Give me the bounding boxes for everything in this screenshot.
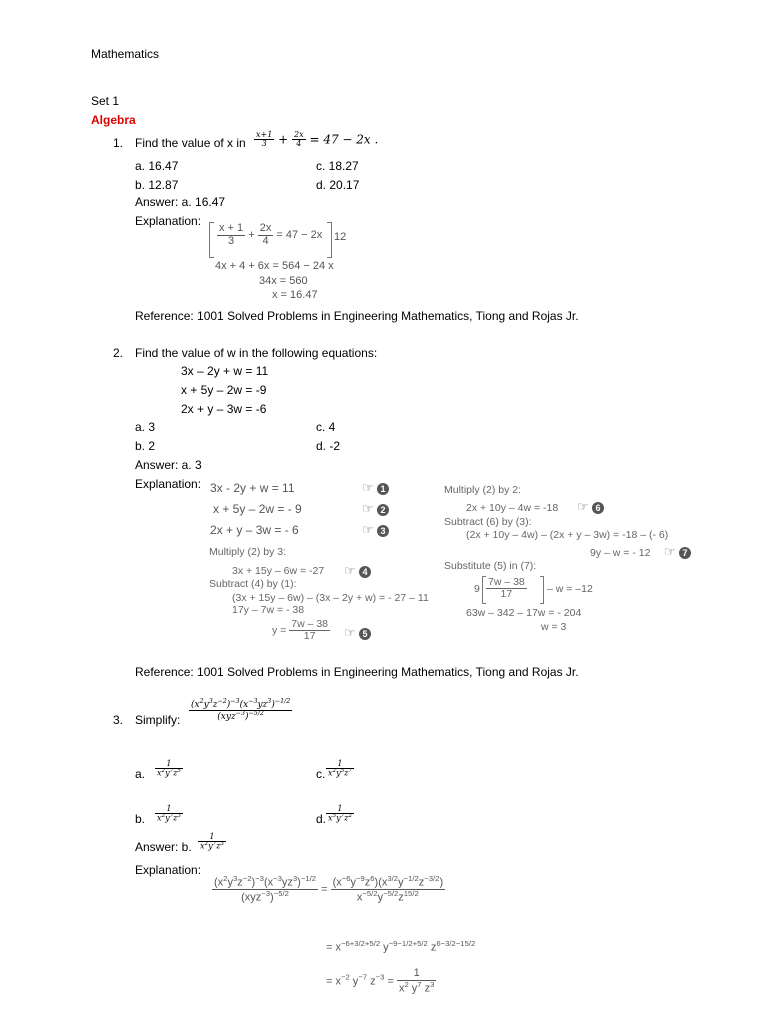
work-step-label: Substitute (5) in (7):: [444, 560, 537, 572]
work-multiplier: 12: [334, 231, 347, 243]
system-equation: 2x + y – 3w = -6: [181, 402, 267, 416]
left-bracket: [209, 222, 214, 258]
answer-fraction: $\frac{1}{x^2y^7z^3}$: [200, 832, 224, 852]
choice-d: d. 20.17: [316, 178, 360, 192]
work-equation: y = $\frac{7w - 38}{17}$: [272, 618, 329, 643]
choice-d-fraction: $\frac{1}{x^5y^7z^2}$: [328, 804, 352, 824]
reference: Reference: 1001 Solved Problems in Engineering Mathematics, Tiong and Rojas Jr.: [135, 665, 579, 679]
work-step-label: Subtract (6) by (3):: [444, 516, 532, 528]
pointing-hand-icon: ☞ 6: [577, 500, 604, 514]
problem-number: 3.: [113, 713, 124, 727]
work-equation: 17y – 7w = - 38: [232, 604, 305, 616]
work-line: 4x + 4 + 6x = 564 − 24 x: [215, 260, 334, 272]
work-step-label: Subtract (4) by (1):: [209, 578, 297, 590]
problem-equation: $\frac{(x^2y^3z^{-2})^{-3}(x^{-3}yz^3)^{-1/2}}{(xyz^{-3})^{-5/2}}$: [191, 698, 291, 723]
work-equation: 9y – w = - 12: [590, 547, 651, 559]
explanation-label: Explanation:: [135, 863, 202, 877]
work-equation: 2x + y – 3w = - 6: [210, 523, 299, 537]
explanation-label: Explanation:: [135, 477, 202, 491]
answer: Answer: a. 16.47: [135, 195, 226, 209]
work-expression: $\frac{(x^2y^3z^{-2})^{-3}(x^{-3}yz^3)^{-1/2}}{(xyz^{-3})^{-5/2}}$ = $\frac{(x^{-6}y^{-9}z^6)(x^{3/2}y^{-1/2}z^{-3/2})}{x^{-5/2}y^{-5/2}z^{15/2}}$: [214, 874, 444, 904]
reference: Reference: 1001 Solved Problems in Engineering Mathematics, Tiong and Rojas Jr.: [135, 309, 579, 323]
choice-c: c. 4: [316, 420, 336, 434]
work-fraction: $\frac{7w - 38}{17}$: [488, 576, 525, 601]
pointing-hand-icon: ☞ 3: [362, 523, 389, 537]
problem-question: Simplify:: [135, 713, 181, 727]
choice-a-fraction: $\frac{1}{x^2y^7z^5}$: [157, 759, 181, 779]
choice-a: a. 16.47: [135, 159, 179, 173]
pointing-hand-icon: ☞ 4: [344, 564, 371, 578]
choice-a-label: a.: [135, 767, 146, 781]
problem-question: Find the value of w in the following equations:: [135, 346, 378, 360]
work-equation: w = 3: [541, 621, 567, 633]
work-equation: 2x + 10y – 4w = -18: [466, 502, 559, 514]
choice-d: d. -2: [316, 439, 341, 453]
work-equation: 3x - 2y + w = 11: [210, 481, 295, 495]
work-step-label: Multiply (2) by 2:: [444, 484, 522, 496]
work-equation: (3x + 15y – 6w) – (3x – 2y + w) = - 27 – 11: [232, 592, 429, 604]
answer: Answer: b.: [135, 840, 192, 854]
choice-b-fraction: $\frac{1}{x^2y^7z^3}$: [157, 804, 181, 824]
answer: Answer: a. 3: [135, 458, 202, 472]
system-equation: x + 5y – 2w = -9: [181, 383, 267, 397]
work-equation: x + 5y – 2w = - 9: [213, 502, 302, 516]
set-heading: Set 1: [91, 94, 120, 108]
choice-a: a. 3: [135, 420, 156, 434]
work-line: x = 16.47: [272, 289, 318, 301]
choice-b: b. 2: [135, 439, 156, 453]
system-equation: 3x – 2y + w = 11: [181, 364, 269, 378]
pointing-hand-icon: ☞ 2: [362, 502, 389, 516]
choice-b: b. 12.87: [135, 178, 179, 192]
problem-equation: $\frac{x+1}{3}$ + $\frac{2x}{4}$ = 47 − 2x .: [256, 130, 379, 149]
work-equation: – w = –12: [547, 583, 593, 595]
work-equation: (2x + 10y – 4w) – (2x + y – 3w) = -18 – (- 6): [466, 529, 669, 541]
choice-d-label: d.: [316, 812, 327, 826]
work-equation: 9: [474, 583, 480, 595]
work-line: = $x^{-6+3/2+5/2}$ $y^{-9-1/2+5/2}$ $z^{6-3/2-15/2}$: [326, 939, 476, 954]
choice-c-fraction: $\frac{1}{x^2y^5z^7}$: [328, 759, 352, 779]
work-line: = $x^{-2}$ $y^{-7}$ $z^{-3}$ = $\frac{1}{x^2 y^7 z^3}$: [326, 967, 435, 995]
work-line: 34x = 560: [259, 275, 308, 287]
problem-question: Find the value of x in: [135, 136, 246, 150]
work-equation: 63w – 342 – 17w = - 204: [466, 607, 582, 619]
problem-number: 2.: [113, 346, 124, 360]
choice-c-label: c.: [316, 767, 326, 781]
choice-c: c. 18.27: [316, 159, 359, 173]
work-equation: 3x + 15y – 6w = -27: [232, 565, 325, 577]
work-step-label: Multiply (2) by 3:: [209, 546, 287, 558]
section-heading: Algebra: [91, 113, 136, 127]
choice-b-label: b.: [135, 812, 146, 826]
problem-number: 1.: [113, 136, 124, 150]
explanation-label: Explanation:: [135, 214, 202, 228]
pointing-hand-icon: ☞ 1: [362, 481, 389, 495]
right-bracket: [327, 222, 332, 258]
work-expression: $\frac{x + 1}{3}$ + $\frac{2x}{4}$ = 47 − 2x: [219, 222, 323, 247]
right-bracket: [540, 576, 544, 604]
pointing-hand-icon: ☞ 5: [344, 626, 371, 640]
pointing-hand-icon: ☞ 7: [664, 545, 691, 559]
document-title: Mathematics: [91, 47, 160, 61]
